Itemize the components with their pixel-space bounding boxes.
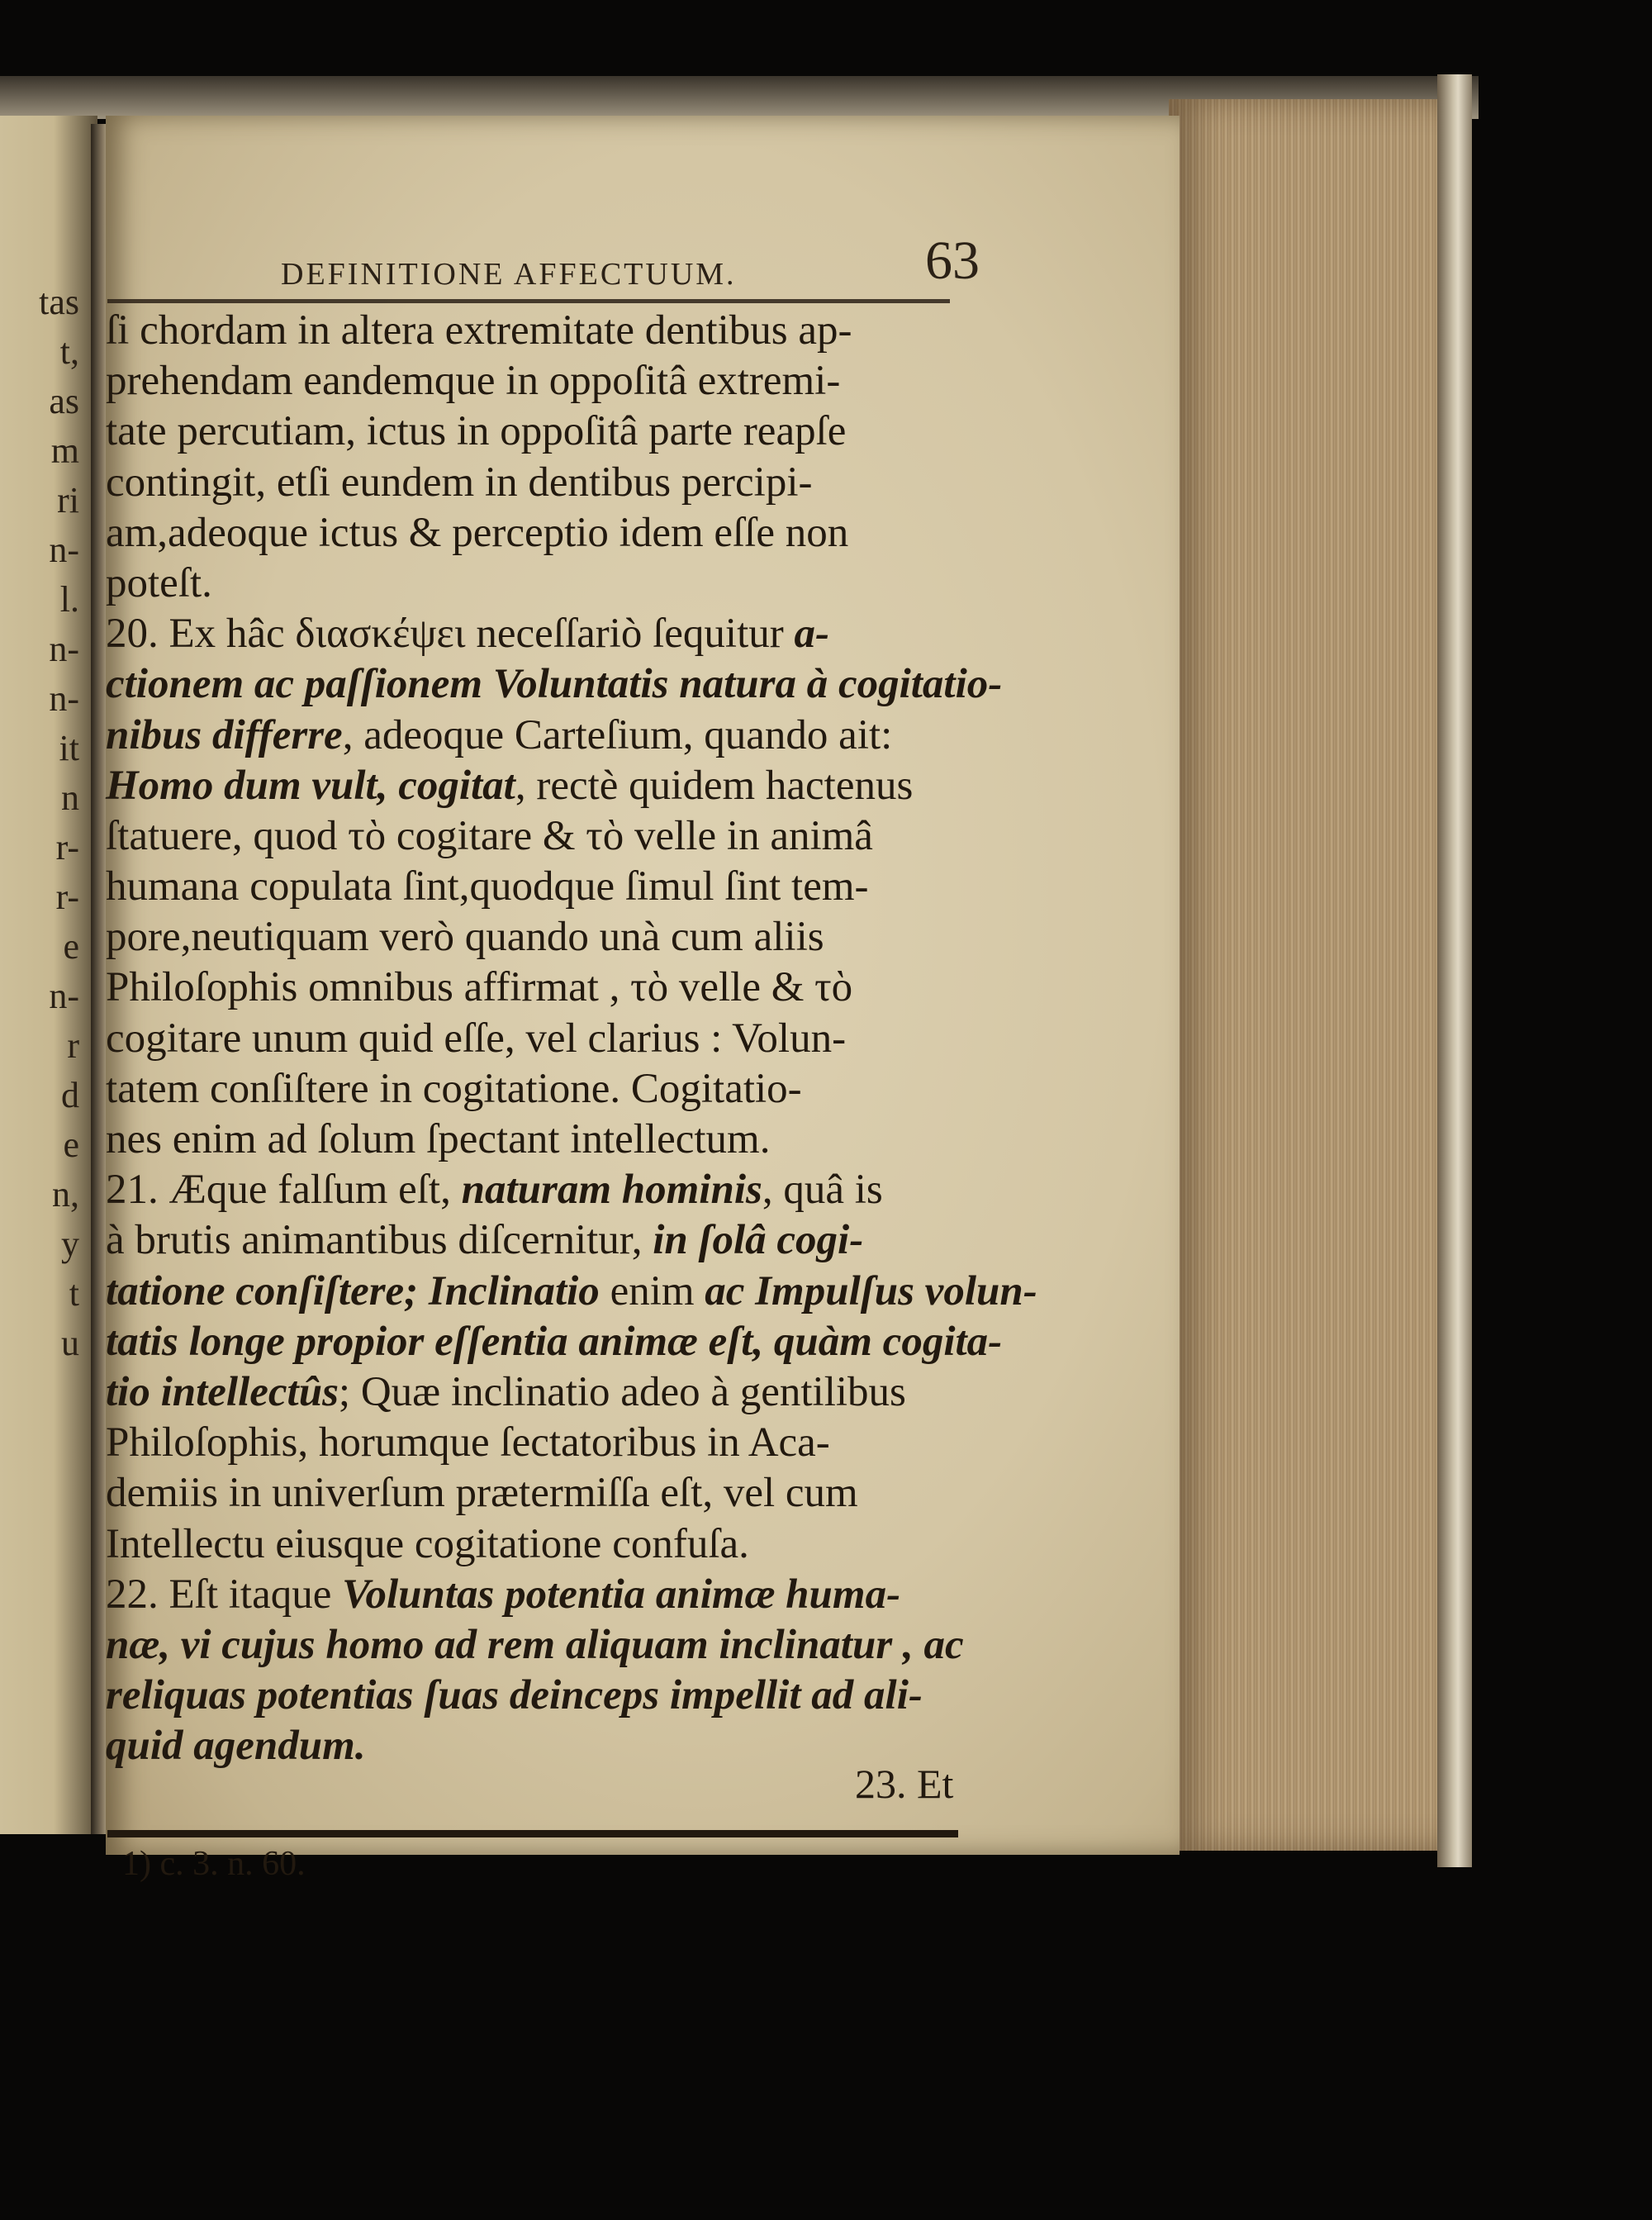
- text-run: , rectè quidem hactenus: [515, 762, 914, 809]
- previous-page-fragment: t,: [59, 331, 79, 372]
- text-run: demiis in univerſum prætermiſſa eſt, vel cum: [106, 1470, 858, 1517]
- running-head: DEFINITIONE AFFECTUUM.: [281, 257, 737, 292]
- previous-page-fragment: as: [49, 381, 79, 421]
- catchword: 23. Et: [855, 1761, 954, 1807]
- text-line: [106, 912, 1006, 963]
- text-run: , adeoque Carteſium, quando ait:: [342, 711, 893, 758]
- text-line: [106, 458, 1006, 508]
- previous-page-fragment: t: [69, 1273, 79, 1314]
- italic-text-run: næ, vi cujus homo ad rem aliquam inclinatur , ac: [106, 1621, 964, 1668]
- previous-page-fragment: n-: [49, 976, 79, 1016]
- page-block-fore-edge: [1169, 99, 1454, 1851]
- text-run: am,adeoque ictus & perceptio idem eſſe non: [106, 509, 849, 556]
- previous-page-fragment: n-: [49, 629, 79, 669]
- italic-text-run: naturam hominis: [461, 1167, 762, 1214]
- previous-page-fragment: m: [50, 430, 79, 471]
- text-line: [106, 963, 1006, 1013]
- text-run: 20. Ex hâc διασκέψει neceſſariò ſequitur: [106, 611, 795, 658]
- text-run: contingit, etſi eundem in dentibus percipi-: [106, 459, 813, 506]
- text-line: [106, 1468, 1006, 1519]
- text-run: ſi chordam in altera extremitate dentibus ap-: [106, 307, 852, 354]
- italic-text-run: tatis longe propior eſſentia animæ eſt, quàm cogita-: [106, 1318, 1003, 1365]
- previous-page-fragment: r-: [55, 827, 79, 868]
- previous-page-fragment: r: [67, 1025, 79, 1066]
- previous-page-fragment: tas: [39, 282, 79, 322]
- text-run: cogitare unum quid eſſe, vel clarius : Volun-: [106, 1015, 847, 1062]
- text-line: [106, 306, 1006, 356]
- previous-page-text-fragments: [0, 281, 91, 1685]
- italic-text-run: tatione conſiſtere; Inclinatio: [106, 1267, 600, 1314]
- italic-text-run: quid agendum.: [106, 1723, 366, 1770]
- text-line: [106, 1215, 1006, 1266]
- italic-text-run: Voluntas potentia animæ huma-: [342, 1571, 901, 1618]
- text-run: humana copulata ſint,quodque ſimul ſint tem-: [106, 863, 869, 910]
- text-run: tate percutiam, ictus in oppoſitâ parte reapſe: [106, 408, 847, 455]
- text-line: [106, 1418, 1006, 1468]
- text-run: Philoſophis, horumque ſectatoribus in Aca-: [106, 1419, 830, 1467]
- previous-page-fragment: e: [63, 926, 79, 967]
- previous-page-fragment: e: [63, 1124, 79, 1165]
- text-line: [106, 508, 1006, 559]
- text-line: [106, 1064, 1006, 1115]
- text-line: [106, 406, 1006, 457]
- previous-page-fragment: n-: [49, 530, 79, 570]
- previous-page-fragment: l.: [59, 579, 79, 620]
- text-run: ; Quæ inclinatio adeo à gentilibus: [338, 1368, 906, 1415]
- italic-text-run: nibus differre: [106, 711, 343, 758]
- book-cover-edge: [1437, 74, 1472, 1867]
- previous-page-fragment: n: [61, 777, 79, 818]
- previous-page-fragment: r-: [55, 877, 79, 917]
- previous-page-fragment: ri: [57, 480, 79, 521]
- previous-page-fragment: n,: [52, 1174, 79, 1215]
- text-line: [106, 1620, 1006, 1671]
- text-run: poteſt.: [106, 559, 212, 606]
- text-run: tatem conſiſtere in cogitatione. Cogitatio-: [106, 1065, 802, 1112]
- previous-page-fragment: it: [59, 728, 79, 768]
- header-rule: [107, 299, 950, 303]
- previous-page-fragment: y: [61, 1224, 79, 1264]
- text-line: [106, 1267, 1037, 1317]
- text-line: [106, 559, 1006, 609]
- text-run: Intellectu eiusque cogitatione confuſa.: [106, 1520, 749, 1567]
- text-line: [106, 1570, 1006, 1620]
- text-run: 21. Æque falſum eſt,: [106, 1167, 462, 1214]
- page-number: 63: [925, 231, 980, 291]
- text-line: [106, 761, 1006, 811]
- text-run: , quâ is: [762, 1167, 883, 1214]
- text-line: [106, 659, 1006, 710]
- italic-text-run: a-: [794, 611, 829, 658]
- text-run: Philoſophis omnibus affirmat , τὸ velle & τὸ: [106, 964, 853, 1011]
- italic-text-run: Homo dum vult, cogitat: [106, 762, 515, 809]
- italic-text-run: tio intellectûs: [106, 1368, 339, 1415]
- body-text: [106, 306, 1037, 1771]
- text-line: [106, 1014, 1006, 1064]
- previous-page-fragment: n-: [49, 678, 79, 719]
- previous-page-fragment: u: [61, 1323, 79, 1363]
- text-run: ſtatuere, quod τὸ cogitare & τὸ velle in animâ: [106, 812, 873, 859]
- text-run: à brutis animantibus diſcernitur,: [106, 1217, 653, 1264]
- italic-text-run: ctionem ac paſſionem Voluntatis natura à cogitatio-: [106, 661, 1003, 708]
- text-line: [106, 711, 1006, 761]
- previous-page-fragment: d: [61, 1075, 79, 1115]
- text-line: [106, 609, 1006, 659]
- text-line: [106, 1165, 1006, 1215]
- text-run: pore,neutiquam verò quando unà cum aliis: [106, 914, 824, 961]
- footnote: 1) c. 3. n. 60.: [122, 1845, 306, 1883]
- italic-text-run: in ſolâ cogi-: [653, 1217, 864, 1264]
- text-line: [106, 1671, 1006, 1721]
- text-line: [106, 1317, 1006, 1367]
- text-run: 22. Eſt itaque: [106, 1571, 343, 1618]
- italic-text-run: reliquas potentias ſuas deinceps impellit ad ali-: [106, 1672, 923, 1719]
- text-line: [106, 862, 1006, 912]
- text-run: nes enim ad ſolum ſpectant intellectum.: [106, 1116, 771, 1162]
- text-line: [106, 1367, 1006, 1418]
- text-run: enim: [599, 1267, 705, 1314]
- text-line: [106, 1115, 1006, 1165]
- italic-text-run: ac Impulſus volun-: [705, 1267, 1037, 1314]
- text-run: prehendam eandemque in oppoſitâ extremi-: [106, 358, 841, 405]
- text-line: [106, 811, 1006, 862]
- text-line: [106, 1519, 1006, 1570]
- text-line: [106, 356, 1006, 406]
- footnote-rule: [107, 1830, 958, 1837]
